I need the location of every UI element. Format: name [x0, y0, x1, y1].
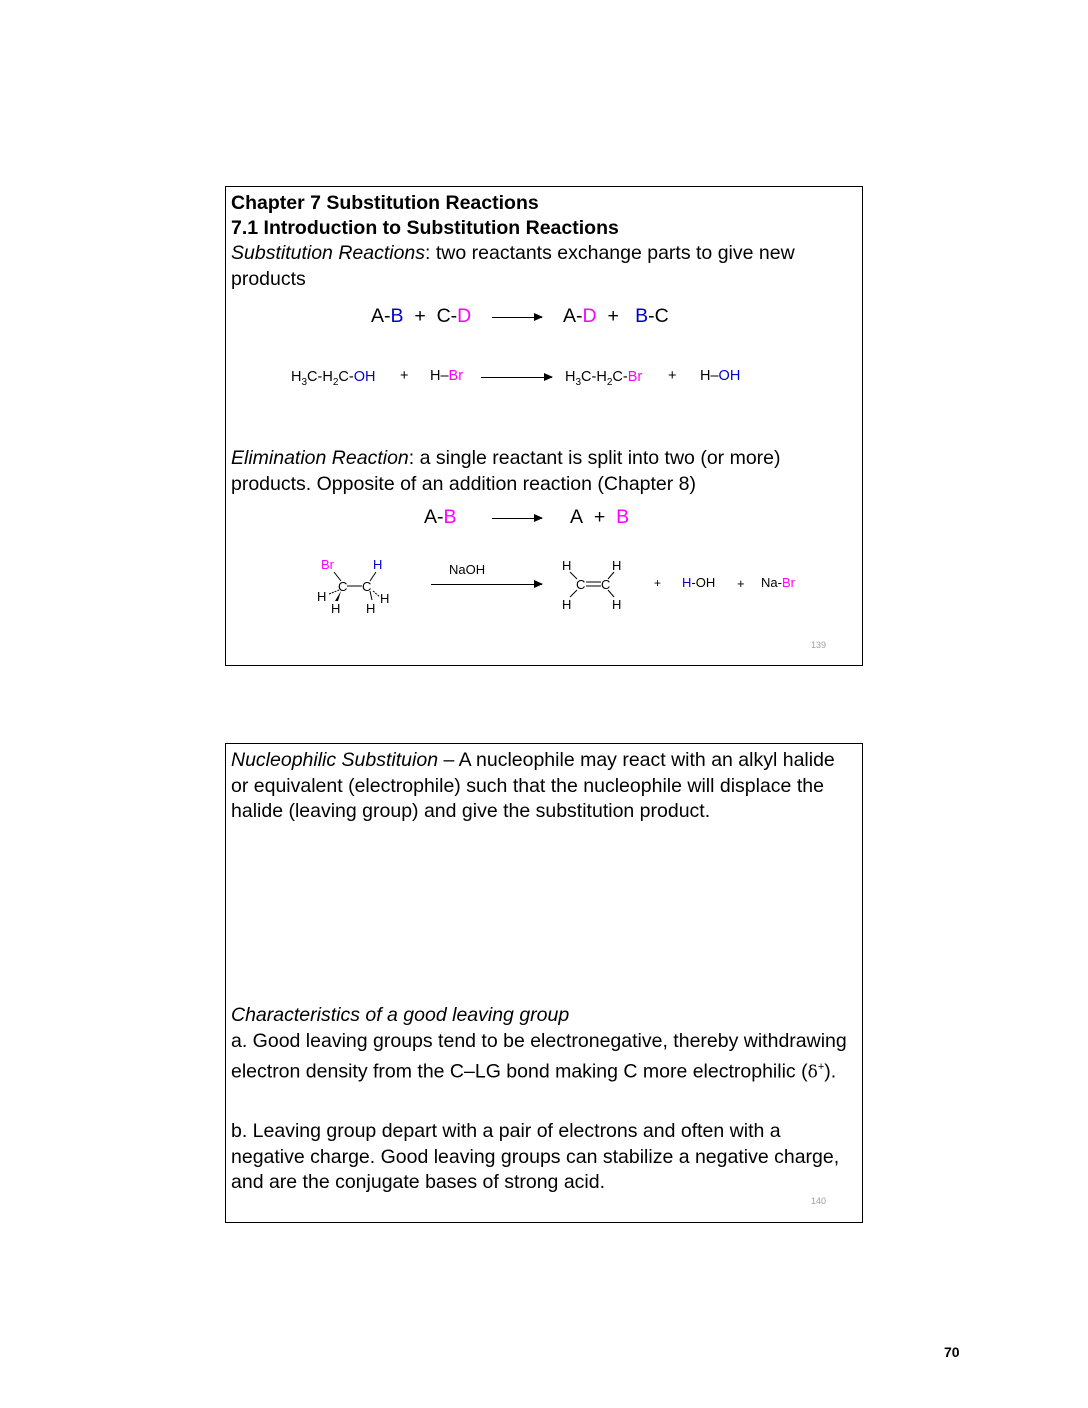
- reaction-arrow: [492, 317, 542, 318]
- atom-c: C: [362, 579, 372, 594]
- reaction-arrow: [431, 584, 542, 585]
- atom-h: H: [373, 557, 383, 572]
- general-elimination-reactant: A-B: [424, 506, 457, 528]
- atom-c: C: [601, 577, 611, 592]
- water-product: H-OH: [682, 575, 716, 590]
- eq-b: B: [635, 305, 649, 327]
- substitution-def-text: : two reactants exchange parts to give new products: [231, 242, 795, 290]
- eq-plus: +: [414, 305, 426, 327]
- eq-c: C-: [436, 305, 458, 327]
- substitution-term: Substitution Reactions: [231, 242, 426, 264]
- reaction-arrow: [481, 377, 552, 378]
- atom-c: C: [576, 577, 586, 592]
- atom-br: Br: [321, 557, 334, 572]
- slide-number: 140: [810, 1196, 826, 1206]
- eq-d: D: [582, 305, 597, 327]
- nucleophilic-substitution-definition: [231, 748, 854, 825]
- eq-b: B: [390, 305, 404, 327]
- elimination-def-text: : a single reactant is split into two (or more) products. Opposite of an addition reaction (Chapter 8): [231, 447, 781, 495]
- atom-h: H: [380, 591, 390, 606]
- elimination-term: Elimination Reaction: [231, 447, 409, 469]
- eq-a: A-: [563, 305, 583, 327]
- nucleophilic-term: Nucleophilic Substituion: [231, 749, 439, 771]
- ethanol-formula: $H_3C-H_2C-OH$: [291, 369, 376, 388]
- eq-a: A-: [371, 305, 391, 327]
- nucleophilic-def-text: – A nucleophile may react with an alkyl halide or equivalent (electrophile) such that the nucleophile will displace the halide (leaving group) and give the substitution product.: [231, 749, 835, 822]
- eq-plus: +: [607, 305, 619, 327]
- plus-sign: +: [400, 368, 409, 384]
- atom-h: H: [366, 601, 376, 616]
- water-formula: H–OH: [700, 368, 741, 384]
- eq-d: D: [457, 305, 472, 327]
- eq-c: -C: [648, 305, 669, 327]
- bromoethane-formula: $H_3C-H_2C-Br$: [565, 369, 643, 388]
- atom-h: H: [317, 589, 327, 604]
- plus-sign: +: [737, 576, 745, 591]
- plus-sign: +: [668, 368, 677, 384]
- general-substitution-reactants: [371, 305, 471, 328]
- ethylene-structure: [556, 557, 630, 617]
- elimination-definition: [231, 446, 854, 497]
- slide-140: [225, 743, 863, 1223]
- slide-number: 139: [810, 640, 826, 650]
- reagent-naoh: NaOH: [449, 562, 486, 577]
- substitution-definition: [231, 241, 854, 292]
- leaving-group-point-a: a. Good leaving groups tend to be electronegative, thereby withdrawing electron density from the C–LG bond making C more electrophilic (δ+).: [231, 1030, 847, 1082]
- atom-h: H: [612, 558, 622, 573]
- chapter-title: Chapter 7 Substitution Reactions: [231, 192, 539, 214]
- bromoethane-structure: [312, 555, 402, 621]
- general-substitution-products: [563, 305, 669, 328]
- hbr-formula: H–Br: [430, 368, 464, 384]
- nabr-product: Na-Br: [761, 575, 795, 590]
- leaving-group-point-b: b. Leaving group depart with a pair of electrons and often with a negative charge. Good leaving groups can stabilize a negative charge, and are the conjugate bases of strong acid.: [231, 1120, 840, 1193]
- atom-h: H: [331, 601, 341, 616]
- atom-h: H: [562, 597, 572, 612]
- plus-sign: +: [654, 576, 662, 590]
- atom-h: H: [562, 558, 572, 573]
- leaving-group-heading: Characteristics of a good leaving group: [231, 1004, 570, 1026]
- page-number: 70: [944, 1344, 960, 1360]
- slide-139: [225, 186, 863, 666]
- section-title: 7.1 Introduction to Substitution Reactions: [231, 217, 619, 239]
- general-elimination-products: A + B: [570, 506, 630, 528]
- atom-c: C: [338, 579, 348, 594]
- reaction-arrow: [492, 518, 542, 519]
- atom-h: H: [612, 597, 622, 612]
